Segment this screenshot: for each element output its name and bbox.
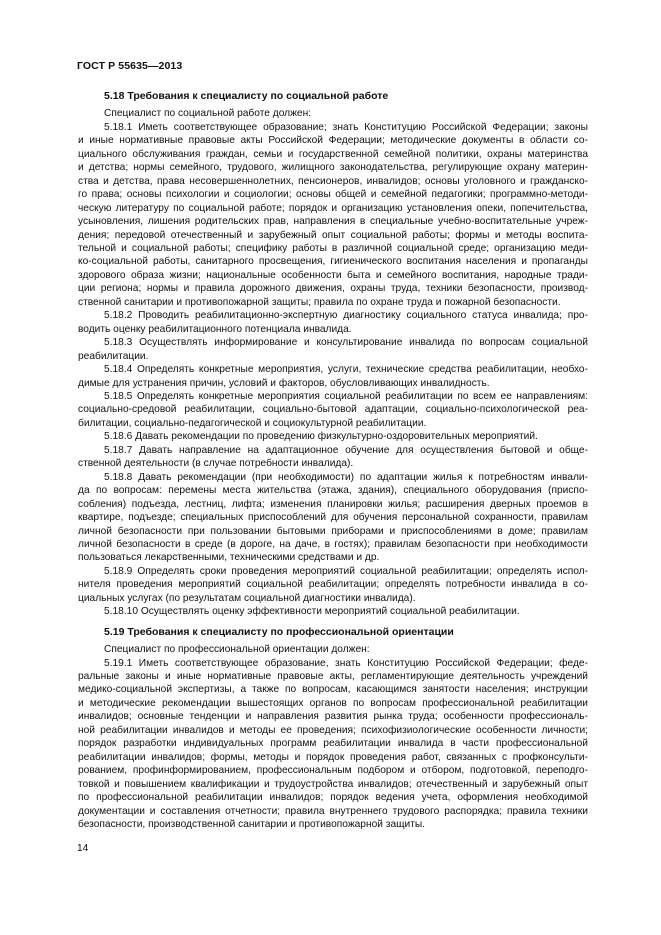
text-line: реабилитации инвалидов; формы, методы и порядок проведения работ, связанных с профконсульти- [78,751,588,763]
text-line: порядок разработки индивидуальных программ реабилитации инвалида в части профессиональной [78,738,588,750]
text-line: 5.18.3 Осуществлять информирование и консультирование инвалида по вопросам социальной [104,337,588,349]
text-line: ральные законы и иные нормативные правовые акты, регламентирующие деятельность учреждений [78,671,588,683]
page-number: 14 [77,843,89,854]
text-line: квартире, подъезде; специальных приспособлений для обучения персональной сохранности, правилам [78,512,588,524]
text-line: социально-средовой реабилитации, социально-бытовой адаптации, социально-психологической реа- [78,404,588,416]
document-body [78,90,588,838]
text-line: да по вопросам: перемены места жительства (этажа, здания), специального оборудования (приспо- [78,485,588,497]
text-line: дения; передовой отечественный и зарубежный опыт социальной работы; формы и методы воспита- [78,229,588,241]
text-line: документации и составления отчетности; правила внутреннего трудового распорядка; правила техники [78,805,588,817]
text-line: водить оценку реабилитационного потенциала инвалида. [78,323,352,335]
text-line: по профессиональной реабилитации инвалидов; порядок ведения учета, оформления необходимой [78,792,588,804]
text-line: 5.18.10 Осуществлять оценку эффективности мероприятий социальной реабилитации. [104,606,520,618]
text-line: 5.18.6 Давать рекомендации по проведению физкультурно-оздоровительных мероприятий. [104,431,538,443]
text-line: 5.18.5 Определять конкретные мероприятия социальной реабилитации по всем ее направлениям: [104,390,588,402]
text-line: реабилитации. [78,350,149,362]
text-line: усыновления, лишения родительских прав, направления в специальные учебно-воспитательные учреж- [78,216,588,228]
text-line: циальных услугах (по результатам социальной диагностики инвалида). [78,592,416,604]
text-line: медико-социальной экспертизы, а также по вопросам, касающимся занятости населения; инструкции [78,684,588,696]
text-line: товкой и повышением квалификации и трудоустройства инвалидов; отечественный и зарубежный опыт [78,778,588,790]
text-line: инвалидов; основные тенденции и направления развития рынка труда; особенности профессиональ- [78,711,588,723]
text-line: го права; основы психологии и социологии; основы общей и семейной педагогики; программно-методи- [78,189,588,201]
text-line: рованием, профинформированием, профессиональным подбором и отбором, подготовкой, переподго- [78,765,588,777]
text-line: ственной деятельности (в случае потребности инвалида). [78,458,354,470]
text-line: личной безопасности в среде (в дороге, на даче, в гостях); правилам безопасности при необходимости [78,538,588,550]
text-line: 5.18.8 Давать рекомендации (при необходимости) по адаптации жилья к потребностям инвали- [104,471,588,483]
text-line: 5.19.1 Иметь соответствующее образование, знать Конституцию Российской Федерации; феде- [104,657,588,669]
text-line: Специалист по профессиональной ориентации должен: [104,644,370,656]
text-line: нителя проведения мероприятий социальной реабилитации; определять потребности инвалида в со- [78,579,588,591]
text-line: и методические рекомендации вышестоящих органов по вопросам профессиональной реабилитации [78,697,588,709]
text-line: ственной санитарии и противопожарной защиты; правила по охране труда и пожарной безопасности. [78,296,561,308]
text-line: ства и детства, права несовершеннолетних, пенсионеров, инвалидов; основы уголовного и гражданско- [78,175,588,187]
text-line: безопасности, производственной санитарии и противопожарной защиты. [78,819,426,831]
text-line: собления) подъезда, лестниц, лифта; изменения планировки жилья; расширения дверных проемов в [78,498,588,510]
text-line: 5.18.9 Определять сроки проведения мероприятий социальной реабилитации; определять испол- [104,565,588,577]
text-line: 5.18.1 Иметь соответствующее образование; знать Конституцию Российской Федерации; законы [104,121,588,133]
text-line: пользоваться лекарственными, техническими средствами и др. [78,552,380,564]
text-line: циального обслуживания граждан, семьи и государственной семейной политики, охраны материнства [78,148,588,160]
section-heading: 5.18 Требования к специалисту по социальной работе [104,90,389,102]
text-line: ческую литературу по социальной работе; порядок и организацию установления опеки, попечительства, [78,202,588,214]
text-line: 5.18.4 Определять конкретные мероприятия, услуги, технические средства реабилитации, необхо- [104,364,588,376]
text-line: и детства; нормы семейного, трудового, жилищного законодательства, регулирующие охрану материн- [78,162,588,174]
text-line: ной реабилитации инвалидов и методы ее проведения; психофизиологические особенности личности; [78,724,588,736]
text-line: ко-социальной работы, санитарного просвещения, гигиенического воспитания населения и пропаганды [78,256,588,268]
text-line: и иные нормативные правовые акты Российской Федерации; методические документы в области со- [78,135,588,147]
standard-header: ГОСТ Р 55635—2013 [77,60,183,72]
text-line: 5.18.2 Проводить реабилитационно-экспертную диагностику социального статуса инвалида; про- [104,310,588,322]
text-line: ции региона; нормы и правила дорожного движения, охраны труда, техники безопасности, производ- [78,283,588,295]
text-line: здорового образа жизни; национальные особенности быта и семейного воспитания, народные тради- [78,269,588,281]
text-line: билитации, социально-педагогической и социокультурной реабилитации. [78,417,427,429]
text-line: димые для устранения причин, условий и факторов, обусловливающих инвалидность. [78,377,490,389]
text-line: личной безопасности при пользовании бытовыми приборами и приспособлениями в доме; правилам [78,525,588,537]
text-line: 5.18.7 Давать направление на адаптационное обучение для осуществления бытовой и обще- [104,444,588,456]
text-line: Специалист по социальной работе должен: [104,108,312,120]
section-heading: 5.19 Требования к специалисту по профессиональной ориентации [104,625,454,638]
text-line: тельной и социальной работы; специфику работы в различной социальной среде; организацию меди- [78,242,588,254]
